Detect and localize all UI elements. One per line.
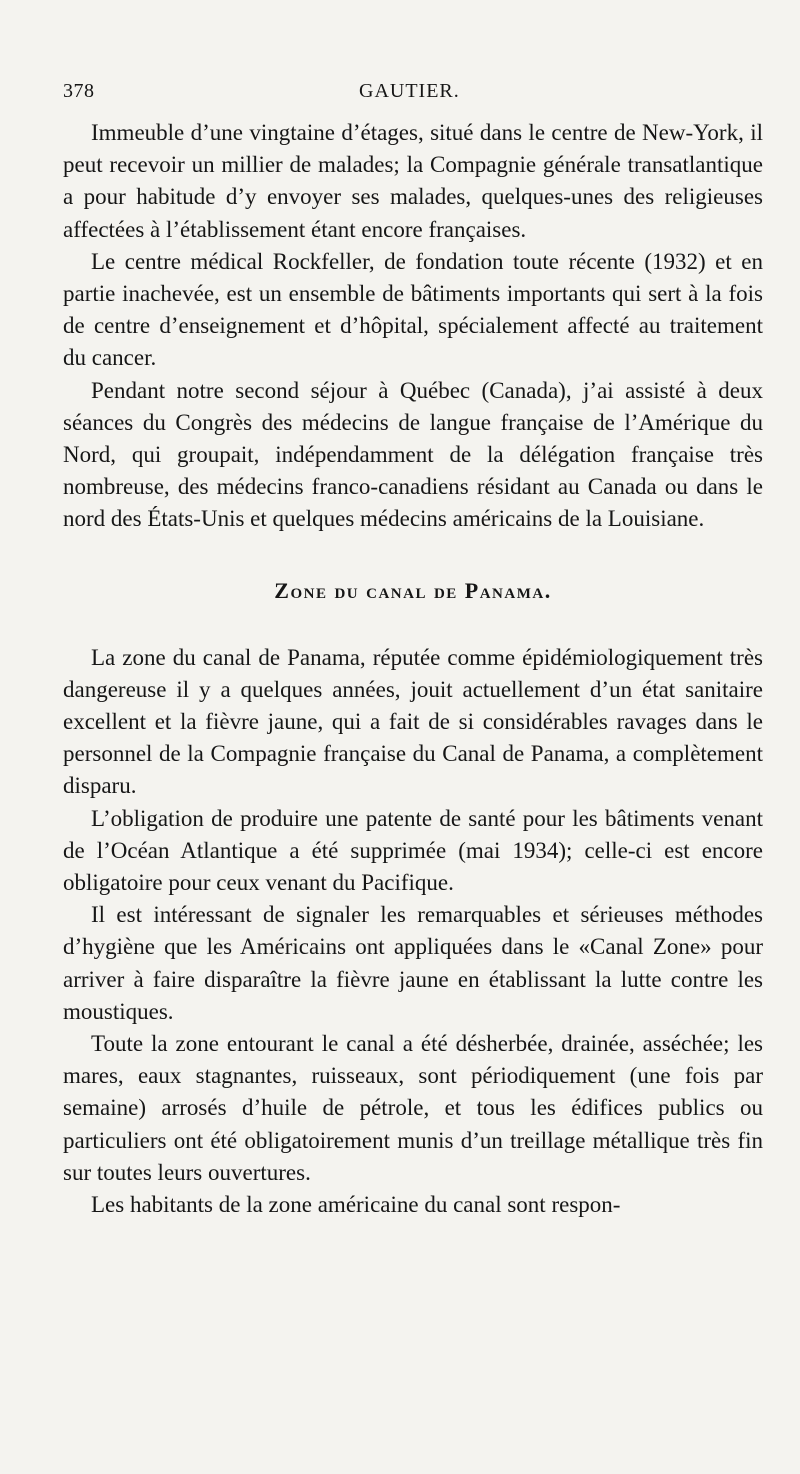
paragraph-hospital: Immeuble d’une vingtaine d’étages, situé dans le centre de New-York, il peut recevoir un millier de malades; la Compagnie générale transatlantique a pour habitude d’y envoyer ses malades, quelques-unes des religieuses affectées à l’établissement étant encore françaises. bbox=[63, 120, 763, 242]
paragraph-rockfeller-center: Le centre médical Rockfeller, de fondation toute récente (1932) et en partie inachevée, est un ensemble de bâtiments importants qui sert à la fois de centre d’enseignement et d’hôpital, spécialement affecté au traitement du cancer. bbox=[63, 248, 763, 371]
page-number: 378 bbox=[63, 80, 95, 102]
paragraph-drainage: Toute la zone entourant le canal a été désherbée, drainée, asséchée; les mares, eaux stagnantes, ruisseaux, sont périodiquement (une fois par semaine) arrosés d’huile de pétrole, et tous les édifices publics ou particuliers ont été obligatoirement munis d’un treillage métallique très fin sur toutes leurs ouvertures. bbox=[63, 1031, 763, 1185]
paragraph-hygiene-methods: Il est intéressant de signaler les remarquables et sérieuses méthodes d’hygiène que les Américains ont appliquées dans le «Canal Zone» pour arriver à faire disparaître la fièvre jaune en établissant la lutte contre les moustiques. bbox=[63, 902, 763, 1024]
running-head bbox=[63, 80, 763, 110]
paragraph-inhabitants: Les habitants de la zone américaine du canal sont respon- bbox=[91, 1192, 621, 1218]
paragraph-quebec-congress: Pendant notre second séjour à Québec (Canada), j’ai assisté à deux séances du Congrès des médecins de langue française de l’Amérique du Nord, qui groupait, indépendamment de la délégation française très nombreuse, des médecins franco-canadiens résidant au Canada ou dans le nord des États-Unis et quelques médecins américains de la Louisiane. bbox=[63, 377, 763, 532]
section-heading: Zone du canal de Panama. bbox=[274, 577, 552, 603]
paragraph-health-patent: L’obligation de produire une patente de santé pour les bâtiments venant de l’Océan Atlantique a été supprimée (mai 1934); celle-ci est encore obligatoire pour ceux venant du Pacifique. bbox=[63, 805, 763, 896]
paragraph-panama-zone: La zone du canal de Panama, réputée comme épidémiologiquement très dangereuse il y a quelques années, jouit actuellement d’un état sanitaire excellent et la fièvre jaune, qui a fait de si considérables ravages dans le personnel de la Compagnie française du Canal de Panama, a complètement disparu. bbox=[63, 644, 763, 799]
body-text bbox=[63, 117, 763, 1221]
running-title: GAUTIER. bbox=[359, 80, 460, 102]
